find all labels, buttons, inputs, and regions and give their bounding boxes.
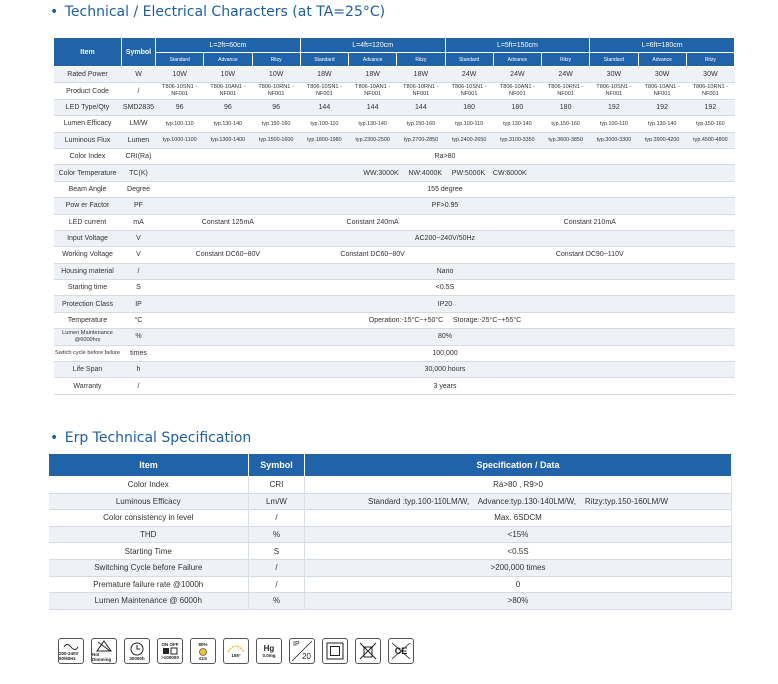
erp-spec-cell: >200,000 times [305, 559, 732, 576]
table-cell: typ.100-110 [445, 116, 493, 132]
table-cell: Constant 125mA [156, 214, 301, 230]
table-cell: 10W [252, 67, 300, 83]
table-row [54, 247, 735, 263]
erp-spec-cell: 0 [305, 576, 732, 593]
erp-symbol-cell: / [249, 559, 305, 576]
table-cell: 10W [204, 67, 252, 83]
table-cell: 180 [542, 99, 590, 115]
row-label: Product Code [54, 83, 122, 99]
table-cell: 30W [590, 67, 638, 83]
table-row [54, 362, 735, 378]
erp-symbol-cell: S [249, 543, 305, 560]
row-label: Lumen Efficacy [54, 116, 122, 132]
table-row [54, 329, 735, 345]
header-variant: Advance [638, 53, 686, 67]
header-variant: Advance [349, 53, 397, 67]
table-cell: Ra>80 [156, 148, 735, 164]
table-cell: IP20 [156, 296, 735, 312]
ce-mark-icon: CE [388, 638, 414, 664]
table-cell: typ.2300-2500 [349, 132, 397, 148]
section-title-technical: • Technical / Electrical Characters (at TA=25°C) [50, 4, 386, 20]
table-cell: 80% [156, 329, 735, 345]
table-cell: T806-10AN1 -NF001 [204, 83, 252, 99]
table-row [54, 345, 735, 361]
erp-symbol-cell: Lm/W [249, 493, 305, 510]
table-cell: typ.4500-4800 [686, 132, 734, 148]
row-label: Temperature [54, 312, 122, 328]
table-cell: 144 [349, 99, 397, 115]
header-variant: Advance [493, 53, 541, 67]
header-symbol: Symbol [122, 38, 156, 67]
table-cell: T806-10AN1 -NF001 [493, 83, 541, 99]
certification-icons [58, 638, 414, 664]
table-cell: 24W [493, 67, 541, 83]
row-label: Warranty [54, 378, 122, 394]
table-row [54, 312, 735, 328]
row-label: Life Span [54, 362, 122, 378]
table-row [54, 99, 735, 115]
erp-item-cell: Color consistency in level [49, 510, 249, 527]
row-label: Housing material [54, 263, 122, 279]
no-dimming-icon: Not Dimming [91, 638, 117, 664]
table-cell: typ.1500-1600 [252, 132, 300, 148]
table-cell: T806-10SN1 -NF001 [590, 83, 638, 99]
erp-symbol-cell: CRI [249, 477, 305, 494]
table-cell: typ.2700-2850 [397, 132, 445, 148]
row-symbol: V [122, 247, 156, 263]
table-cell: T806-10RN1 -NF001 [542, 83, 590, 99]
erp-spec-cell: Max. 6SDCM [305, 510, 732, 527]
table-row [54, 263, 735, 279]
row-label: Color Index [54, 148, 122, 164]
row-symbol: TC(K) [122, 165, 156, 181]
table-row [49, 593, 732, 610]
header-variant: Standard [300, 53, 348, 67]
row-symbol: °C [122, 312, 156, 328]
erp-item-cell: Premature failure rate @1000h [49, 576, 249, 593]
table-cell: typ.150-160 [252, 116, 300, 132]
table-row [54, 198, 735, 214]
erp-item-cell: Starting Time [49, 543, 249, 560]
beam-angle-icon: 155° [223, 638, 249, 664]
table-cell: 24W [445, 67, 493, 83]
table-cell: 180 [493, 99, 541, 115]
table-cell: 96 [204, 99, 252, 115]
table-row [54, 83, 735, 99]
row-symbol: / [122, 83, 156, 99]
table-row [49, 576, 732, 593]
table-cell: T806-10SN1 -NF001 [300, 83, 348, 99]
row-symbol: LM/W [122, 116, 156, 132]
erp-spec-cell: <0.5S [305, 543, 732, 560]
table-cell: 18W [300, 67, 348, 83]
row-label: Pow er Factor [54, 198, 122, 214]
row-symbol: SMD2835 [122, 99, 156, 115]
header-group: L=6ft=180cm [590, 38, 735, 53]
table-row [54, 296, 735, 312]
header-variant: Ritzy [397, 53, 445, 67]
header-spec: Specification / Data [305, 454, 732, 477]
header-item: Item [49, 454, 249, 477]
table-cell: T806-10SN1 -NF001 [156, 83, 204, 99]
header-variant: Ritzy [252, 53, 300, 67]
table-row [49, 526, 732, 543]
header-group: L=5ft=150cm [445, 38, 590, 53]
header-variant: Standard [156, 53, 204, 67]
table-cell: typ.100-110 [300, 116, 348, 132]
row-symbol: Lumen [122, 132, 156, 148]
row-symbol: CRI(Ra) [122, 148, 156, 164]
erp-table [48, 453, 732, 610]
ip20-icon: IP 20 [289, 638, 315, 664]
table-cell: 155 degree [156, 181, 735, 197]
table-cell: WW:3000K NW:4000K PW:5000K CW:6000K [156, 165, 735, 181]
table-cell: 96 [156, 99, 204, 115]
table-cell: T806-10RN1 -NF001 [252, 83, 300, 99]
table-cell: 30W [638, 67, 686, 83]
table-cell: typ.3900-4200 [638, 132, 686, 148]
table-cell: typ.100-110 [156, 116, 204, 132]
header-variant: Ritzy [686, 53, 734, 67]
row-label: Beam Angle [54, 181, 122, 197]
table-cell: typ.1800-1980 [300, 132, 348, 148]
table-cell: 30W [686, 67, 734, 83]
table-cell: typ.130-140 [638, 116, 686, 132]
row-label: LED Type/Qty [54, 99, 122, 115]
erp-spec-cell: Standard :typ.100-110LM/W, Advance:typ.130-140LM/W, Ritzy:typ.150-160LM/W [305, 493, 732, 510]
row-symbol: mA [122, 214, 156, 230]
row-label: Rated Power [54, 67, 122, 83]
table-cell: typ.130-140 [493, 116, 541, 132]
table-row [54, 230, 735, 246]
table-cell: typ.150-160 [686, 116, 734, 132]
table-cell: typ.3600-3850 [542, 132, 590, 148]
table-cell: typ.3000-3300 [590, 132, 638, 148]
table-cell: Constant 210mA [445, 214, 735, 230]
header-variant: Standard [445, 53, 493, 67]
voltage-icon: 200-240V 50/60Hz [58, 638, 84, 664]
table-cell: 30,000 hours [156, 362, 735, 378]
erp-symbol-cell: % [249, 526, 305, 543]
instant-start-icon: 80% ≤1S [190, 638, 216, 664]
weee-bin-icon [355, 638, 381, 664]
table-cell: 18W [349, 67, 397, 83]
table-cell: AC200~240V/50Hz [156, 230, 735, 246]
table-row [49, 477, 732, 494]
table-cell: T806-10RN1 -NF001 [397, 83, 445, 99]
table-cell: Nano [156, 263, 735, 279]
table-cell: 24W [542, 67, 590, 83]
table-cell: typ.1000-1100 [156, 132, 204, 148]
table-row [54, 116, 735, 132]
row-symbol: PF [122, 198, 156, 214]
table-cell: 100,000 [156, 345, 735, 361]
table-row [54, 378, 735, 394]
table-cell: Constant 240mA [300, 214, 445, 230]
row-symbol: IP [122, 296, 156, 312]
header-variant: Advance [204, 53, 252, 67]
table-cell: 18W [397, 67, 445, 83]
table-row [54, 280, 735, 296]
table-cell: 10W [156, 67, 204, 83]
table-cell: T806-10RN1 -NF001 [686, 83, 734, 99]
table-cell: typ.130-140 [349, 116, 397, 132]
table-cell: 96 [252, 99, 300, 115]
table-row [49, 559, 732, 576]
class-ii-icon [322, 638, 348, 664]
erp-symbol-cell: / [249, 576, 305, 593]
section-title-erp: • Erp Technical Specification [50, 430, 252, 446]
table-cell: 144 [397, 99, 445, 115]
row-label: Swtich cycle before failure [54, 345, 122, 361]
row-symbol: % [122, 329, 156, 345]
table-cell: Constant DC60~80V [300, 247, 445, 263]
header-item: Item [54, 38, 122, 67]
table-row [49, 510, 732, 527]
row-label: Color Temperature [54, 165, 122, 181]
table-cell: 180 [445, 99, 493, 115]
table-row [54, 67, 735, 83]
header-symbol: Symbol [249, 454, 305, 477]
row-symbol: W [122, 67, 156, 83]
lifespan-clock-icon: 30000h [124, 638, 150, 664]
table-cell: 192 [638, 99, 686, 115]
header-group: L=4ft=120cm [300, 38, 445, 53]
table-cell: 3 years [156, 378, 735, 394]
erp-item-cell: THD [49, 526, 249, 543]
header-variant: Standard [590, 53, 638, 67]
table-cell: Constant DC90~110V [445, 247, 735, 263]
table-row [54, 148, 735, 164]
table-cell: PF>0.95 [156, 198, 735, 214]
row-label: Input Voltage [54, 230, 122, 246]
table-row [54, 132, 735, 148]
table-row [49, 543, 732, 560]
erp-item-cell: Luminous Efficacy [49, 493, 249, 510]
table-cell: typ.130-140 [204, 116, 252, 132]
table-cell: 192 [590, 99, 638, 115]
row-symbol: / [122, 263, 156, 279]
header-variant: Ritzy [542, 53, 590, 67]
erp-spec-cell: >80% [305, 593, 732, 610]
mercury-icon: Hg 0.0mg [256, 638, 282, 664]
erp-spec-cell: Ra>80 , R9>0 [305, 477, 732, 494]
row-label: Working Voltage [54, 247, 122, 263]
on-off-cycle-icon: ON OFF >100000 [157, 638, 183, 664]
erp-item-cell: Switching Cycle before Failure [49, 559, 249, 576]
row-label: Lumen Maintenance @6000hrs [54, 329, 122, 345]
header-group: L=2ft=60cm [156, 38, 301, 53]
row-label: Starting time [54, 280, 122, 296]
table-cell: T806-10AN1 -NF001 [638, 83, 686, 99]
table-cell: typ.3100-3350 [493, 132, 541, 148]
table-cell: <0.5S [156, 280, 735, 296]
table-row [54, 181, 735, 197]
row-symbol: / [122, 378, 156, 394]
row-symbol: h [122, 362, 156, 378]
table-cell: Constant DC60~80V [156, 247, 301, 263]
table-row [54, 214, 735, 230]
table-row [49, 493, 732, 510]
erp-symbol-cell: / [249, 510, 305, 527]
table-cell: T806-10SN1 -NF001 [445, 83, 493, 99]
row-label: Protection Class [54, 296, 122, 312]
table-cell: 144 [300, 99, 348, 115]
row-label: Luminous Flux [54, 132, 122, 148]
erp-item-cell: Color Index [49, 477, 249, 494]
row-label: LED current [54, 214, 122, 230]
table-cell: Operation:-15°C~+50°C Storage:-25°C~+55°C [156, 312, 735, 328]
erp-spec-cell: <15% [305, 526, 732, 543]
erp-symbol-cell: % [249, 593, 305, 610]
table-cell: T806-10AN1 -NF001 [349, 83, 397, 99]
row-symbol: Degree [122, 181, 156, 197]
row-symbol: S [122, 280, 156, 296]
erp-item-cell: Lumen Maintenance @ 6000h [49, 593, 249, 610]
table-cell: typ.150-160 [542, 116, 590, 132]
table-cell: 192 [686, 99, 734, 115]
technical-table [53, 37, 735, 395]
table-cell: typ.100-110 [590, 116, 638, 132]
table-cell: typ.1300-1400 [204, 132, 252, 148]
table-row [54, 165, 735, 181]
table-cell: typ.2400-2650 [445, 132, 493, 148]
row-symbol: times [122, 345, 156, 361]
table-cell: typ.150-160 [397, 116, 445, 132]
row-symbol: V [122, 230, 156, 246]
